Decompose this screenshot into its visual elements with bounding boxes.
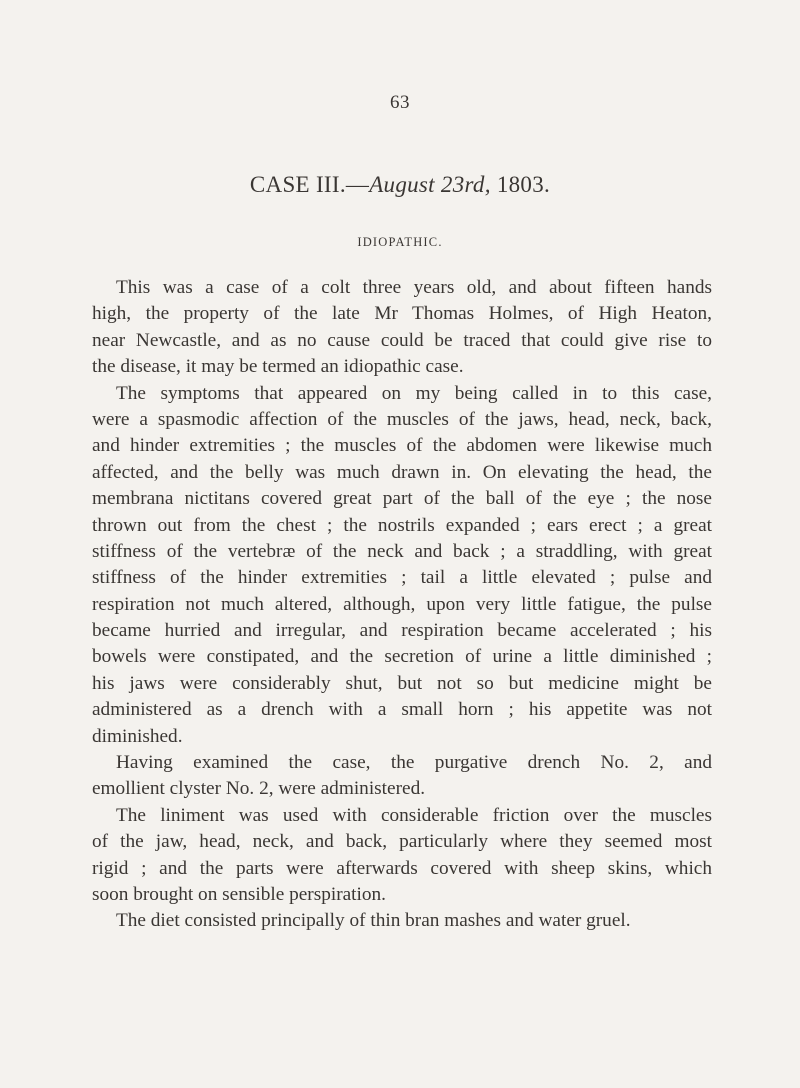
- text-line: diminished.: [92, 725, 183, 747]
- text-line: rigid ; and the parts were afterwards covered with sheep skins, which: [92, 857, 712, 879]
- case-heading: [0, 172, 800, 198]
- case-body-text: [92, 275, 712, 935]
- text-line: Having examined the case, the purgative drench No. 2, and: [116, 752, 712, 774]
- text-line: administered as a drench with a small horn ; his appetite was not: [92, 699, 712, 721]
- text-line: near Newcastle, and as no cause could be traced that could give rise to: [92, 329, 712, 351]
- text-line: and hinder extremities ; the muscles of the abdomen were likewise much: [92, 435, 712, 457]
- text-line: bowels were constipated, and the secretion of urine a little diminished ;: [92, 646, 712, 668]
- text-line: stiffness of the hinder extremities ; tail a little elevated ; pulse and: [92, 567, 712, 589]
- page-number: 63: [390, 92, 410, 113]
- text-line: of the jaw, head, neck, and back, particularly where they seemed most: [92, 831, 712, 853]
- text-line: thrown out from the chest ; the nostrils expanded ; ears erect ; a great: [92, 514, 712, 536]
- text-line: stiffness of the vertebræ of the neck and back ; a straddling, with great: [92, 540, 712, 562]
- text-line: The symptoms that appeared on my being called in to this case,: [116, 382, 712, 404]
- case-label: CASE III.—: [249, 172, 370, 197]
- text-line: This was a case of a colt three years old, and about fifteen hands: [116, 277, 712, 298]
- case-date: August 23rd,: [369, 172, 491, 197]
- text-line: The diet consisted principally of thin bran mashes and water gruel.: [116, 910, 631, 932]
- text-line: the disease, it may be termed an idiopathic case.: [92, 356, 464, 378]
- text-line: affected, and the belly was much drawn in. On elevating the head, the: [92, 461, 712, 483]
- case-type-subheading: IDIOPATHIC.: [357, 235, 443, 249]
- text-line: became hurried and irregular, and respiration became accelerated ; his: [92, 620, 712, 642]
- case-year: 1803.: [490, 172, 551, 197]
- text-line: were a spasmodic affection of the muscles of the jaws, head, neck, back,: [92, 408, 712, 430]
- text-line: The liniment was used with considerable friction over the muscles: [116, 804, 712, 826]
- text-line: respiration not much altered, although, upon very little fatigue, the pulse: [92, 593, 712, 615]
- text-line: membrana nictitans covered great part of the ball of the eye ; the nose: [92, 488, 712, 510]
- text-line: soon brought on sensible perspiration.: [92, 883, 387, 905]
- text-line: high, the property of the late Mr Thomas Holmes, of High Heaton,: [92, 303, 712, 325]
- text-line: his jaws were considerably shut, but not so but medicine might be: [92, 672, 712, 694]
- text-line: emollient clyster No. 2, were administered.: [92, 778, 426, 800]
